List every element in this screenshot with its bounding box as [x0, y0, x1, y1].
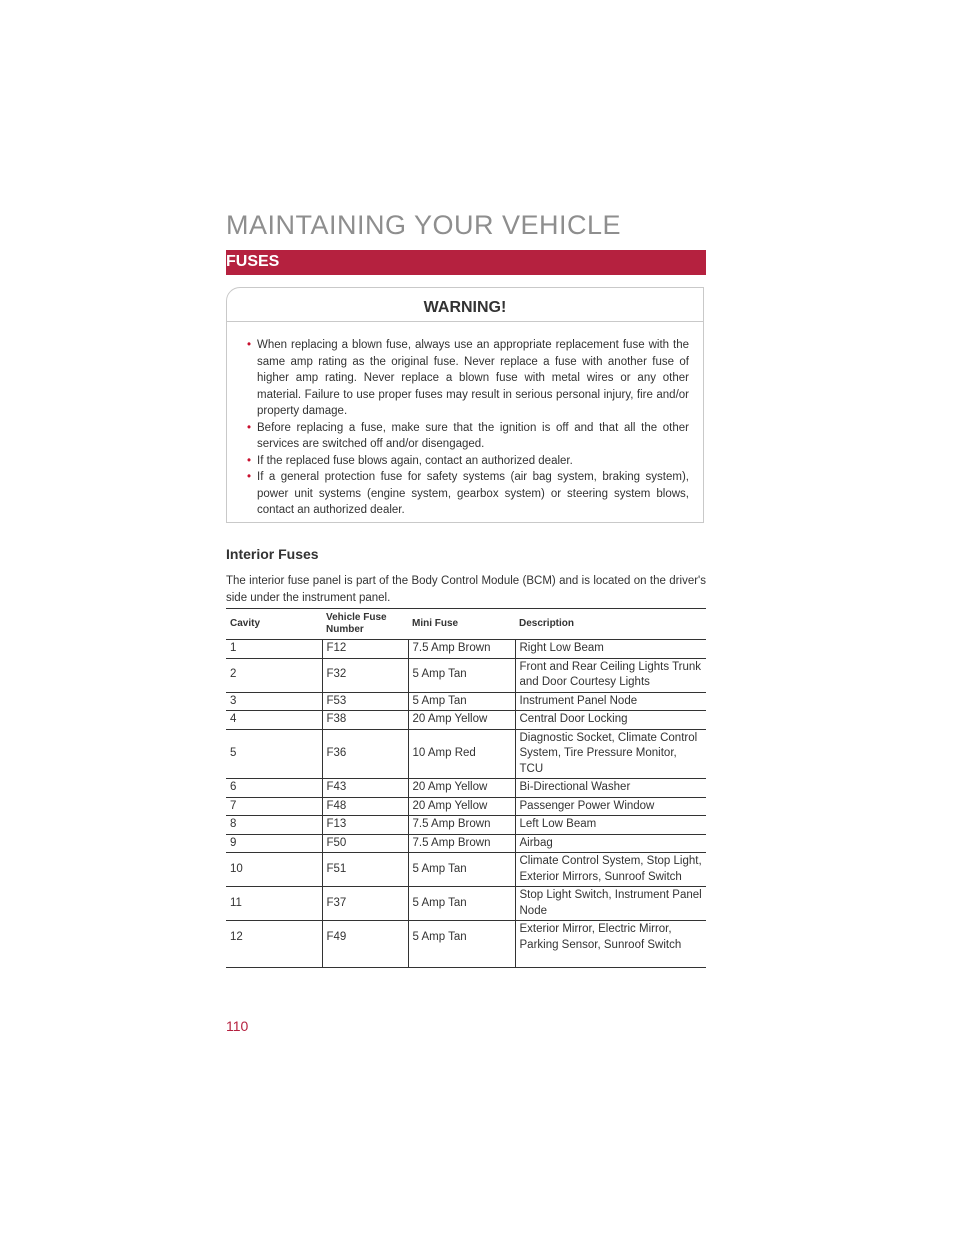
table-row — [226, 658, 706, 692]
mini-fuse-cell: 5 Amp Tan — [408, 887, 515, 921]
warning-title: WARNING! — [423, 299, 507, 316]
warning-divider — [227, 321, 703, 322]
cavity-cell: 7 — [226, 797, 322, 816]
table-row — [226, 834, 706, 853]
warning-list — [249, 337, 689, 519]
table-row — [226, 797, 706, 816]
table-row — [226, 640, 706, 659]
description-cell: Right Low Beam — [515, 640, 706, 659]
table-row — [226, 779, 706, 798]
header-mini-fuse: Mini Fuse — [408, 609, 515, 640]
chapter-title: MAINTAINING YOUR VEHICLE — [226, 210, 622, 240]
mini-fuse-cell: 10 Amp Red — [408, 729, 515, 779]
bullet-icon: • — [247, 471, 252, 483]
mini-fuse-cell: 5 Amp Tan — [408, 921, 515, 968]
description-cell: Left Low Beam — [515, 816, 706, 835]
table-row — [226, 729, 706, 779]
bullet-icon: • — [247, 339, 252, 351]
mini-fuse-cell: 7.5 Amp Brown — [408, 640, 515, 659]
subheading: Interior Fuses — [226, 546, 319, 562]
warning-item-text: If a general protection fuse for safety systems (air bag system, braking system), power unit systems (engine system, gearbox system) or steering system blows, contact an authorized dealer. — [257, 471, 689, 516]
cavity-cell: 10 — [226, 853, 322, 887]
page-number: 110 — [226, 1018, 249, 1034]
section-title: FUSES — [226, 253, 280, 270]
cavity-cell: 2 — [226, 658, 322, 692]
table-body — [226, 640, 706, 968]
description-cell: Front and Rear Ceiling Lights Trunk and Door Courtesy Lights — [515, 658, 706, 692]
description-cell: Climate Control System, Stop Light, Exterior Mirrors, Sunroof Switch — [515, 853, 706, 887]
table-row — [226, 711, 706, 730]
description-cell: Airbag — [515, 834, 706, 853]
table-row — [226, 853, 706, 887]
fuse-number-cell: F48 — [322, 797, 408, 816]
cavity-cell: 6 — [226, 779, 322, 798]
fuse-number-cell: F12 — [322, 640, 408, 659]
cavity-cell: 11 — [226, 887, 322, 921]
warning-item — [249, 469, 689, 519]
header-cavity: Cavity — [226, 609, 322, 640]
fuse-table — [226, 608, 706, 968]
fuse-number-cell: F53 — [322, 692, 408, 711]
mini-fuse-cell: 5 Amp Tan — [408, 692, 515, 711]
cavity-cell: 3 — [226, 692, 322, 711]
table-header-row — [226, 609, 706, 640]
fuse-number-cell: F32 — [322, 658, 408, 692]
mini-fuse-cell: 7.5 Amp Brown — [408, 816, 515, 835]
cavity-cell: 4 — [226, 711, 322, 730]
bullet-icon: • — [247, 421, 252, 434]
table-row — [226, 692, 706, 711]
cavity-cell: 1 — [226, 640, 322, 659]
description-cell: Stop Light Switch, Instrument Panel Node — [515, 887, 706, 921]
warning-item — [249, 337, 689, 420]
description-cell: Bi-Directional Washer — [515, 779, 706, 798]
mini-fuse-cell: 20 Amp Yellow — [408, 711, 515, 730]
table-row — [226, 887, 706, 921]
cavity-cell: 5 — [226, 729, 322, 779]
fuse-number-cell: F36 — [322, 729, 408, 779]
cavity-cell: 8 — [226, 816, 322, 835]
mini-fuse-cell: 5 Amp Tan — [408, 853, 515, 887]
fuse-number-cell: F50 — [322, 834, 408, 853]
fuse-number-cell: F13 — [322, 816, 408, 835]
warning-box — [226, 287, 704, 523]
table-row — [226, 921, 706, 968]
fuse-number-cell: F38 — [322, 711, 408, 730]
warning-item-text: If the replaced fuse blows again, contact an authorized dealer. — [257, 454, 573, 467]
mini-fuse-cell: 20 Amp Yellow — [408, 797, 515, 816]
mini-fuse-cell: 20 Amp Yellow — [408, 779, 515, 798]
bullet-icon: • — [247, 454, 252, 467]
warning-item — [249, 420, 689, 453]
mini-fuse-cell: 5 Amp Tan — [408, 658, 515, 692]
fuse-number-cell: F37 — [322, 887, 408, 921]
description-cell: Exterior Mirror, Electric Mirror, Parking Sensor, Sunroof Switch — [515, 921, 706, 968]
description-cell: Instrument Panel Node — [515, 692, 706, 711]
warning-item-text: Before replacing a fuse, make sure that the ignition is off and that all the other services are switched off and/or disengaged. — [257, 421, 689, 450]
description-cell: Passenger Power Window — [515, 797, 706, 816]
description-cell: Central Door Locking — [515, 711, 706, 730]
cavity-cell: 12 — [226, 921, 322, 968]
table-row — [226, 816, 706, 835]
section-header-bar — [226, 250, 706, 275]
header-fuse-number: Vehicle Fuse Number — [322, 609, 408, 640]
fuse-number-cell: F43 — [322, 779, 408, 798]
header-description: Description — [515, 609, 706, 640]
description-cell: Diagnostic Socket, Climate Control System, Tire Pressure Monitor, TCU — [515, 729, 706, 779]
warning-item-text: When replacing a blown fuse, always use an appropriate replacement fuse with the same amp rating as the original fuse. Never replace a fuse with another fuse of higher amp rating. Never replace a blown fuse with metal wires or any other material. Failure to use proper fuses may result in serious personal injury, fire and/or property damage. — [257, 339, 689, 417]
warning-item — [249, 453, 689, 470]
fuse-number-cell: F49 — [322, 921, 408, 968]
fuse-number-cell: F51 — [322, 853, 408, 887]
cavity-cell: 9 — [226, 834, 322, 853]
mini-fuse-cell: 7.5 Amp Brown — [408, 834, 515, 853]
intro-paragraph: The interior fuse panel is part of the Body Control Module (BCM) and is located on the driver's side under the instrument panel. — [226, 575, 706, 604]
